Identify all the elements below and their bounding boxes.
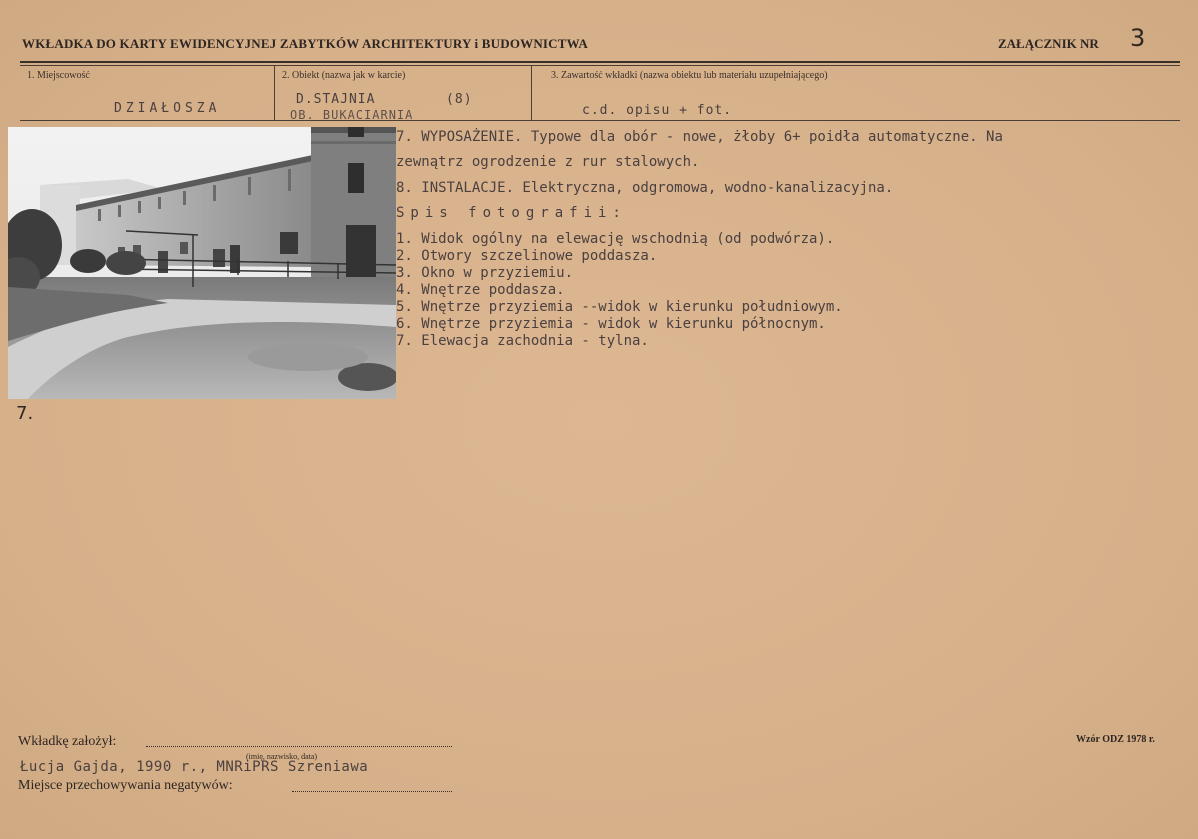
attachment-number: 3 (1130, 24, 1146, 52)
form-template-note: Wzór ODZ 1978 r. (1076, 734, 1155, 745)
contents-value: c.d. opisu + fot. (582, 103, 733, 118)
equipment-line: 7. WYPOSAŻENIE. Typowe dla obór - nowe, żłoby 6+ poidła automatyczne. Na (396, 129, 1003, 145)
negatives-label: Miejsce przechowywania negatywów: (18, 778, 233, 793)
photo-list-item: 5. Wnętrze przyziemia --widok w kierunku południowym. (396, 299, 843, 315)
card-title: WKŁADKA DO KARTY EWIDENCYJNEJ ZABYTKÓW ARCHITEKTURY i BUDOWNICTWA (22, 36, 588, 51)
installations-line: 8. INSTALACJE. Elektryczna, odgromowa, wodno-kanalizacyjna. (396, 180, 894, 196)
photo-list-item: 6. Wnętrze przyziemia - widok w kierunku północnym. (396, 316, 826, 332)
object-value-secondary: OB. BUKACIARNIA (290, 108, 414, 122)
photo-list-item: 1. Widok ogólny na elewację wschodnią (od podwórza). (396, 231, 835, 247)
negatives-dotted-line (292, 791, 452, 792)
created-by-dotted-line (146, 746, 452, 747)
created-by-note: (imię, nazwisko, data) (246, 752, 318, 761)
object-label: 2. Obiekt (nazwa jak w karcie) (282, 70, 406, 81)
created-by-label: Wkładkę założył: (18, 734, 117, 749)
photo-list-heading: Spis fotografii: (396, 205, 627, 221)
fields-bottom-rule (20, 120, 1180, 121)
attachment-label: ZAŁĄCZNIK NR (998, 36, 1099, 51)
field-divider (531, 66, 532, 120)
header-rule (20, 61, 1180, 63)
locality-label: 1. Miejscowość (27, 70, 90, 81)
photo-list-item: 3. Okno w przyziemiu. (396, 265, 574, 281)
created-by-value: Łucja Gajda, 1990 r., MNRiPRS Szreniawa (20, 759, 369, 775)
equipment-line-cont: zewnątrz ogrodzenie z rur stalowych. (396, 154, 700, 170)
contents-label: 3. Zawartość wkładki (nazwa obiektu lub materiału uzupełniającego) (551, 70, 828, 81)
locality-value: DZIAŁOSZA (114, 101, 221, 116)
photo-list-item: 4. Wnętrze poddasza. (396, 282, 565, 298)
field-divider (274, 66, 275, 120)
header-rule-thin (20, 65, 1180, 66)
photo-list-item: 2. Otwory szczelinowe poddasza. (396, 248, 658, 264)
photo-number: 7. (16, 403, 34, 424)
building-photo (8, 127, 396, 399)
photo-list-item: 7. Elewacja zachodnia - tylna. (396, 333, 649, 349)
object-value: D.STAJNIA (8) (296, 92, 473, 107)
